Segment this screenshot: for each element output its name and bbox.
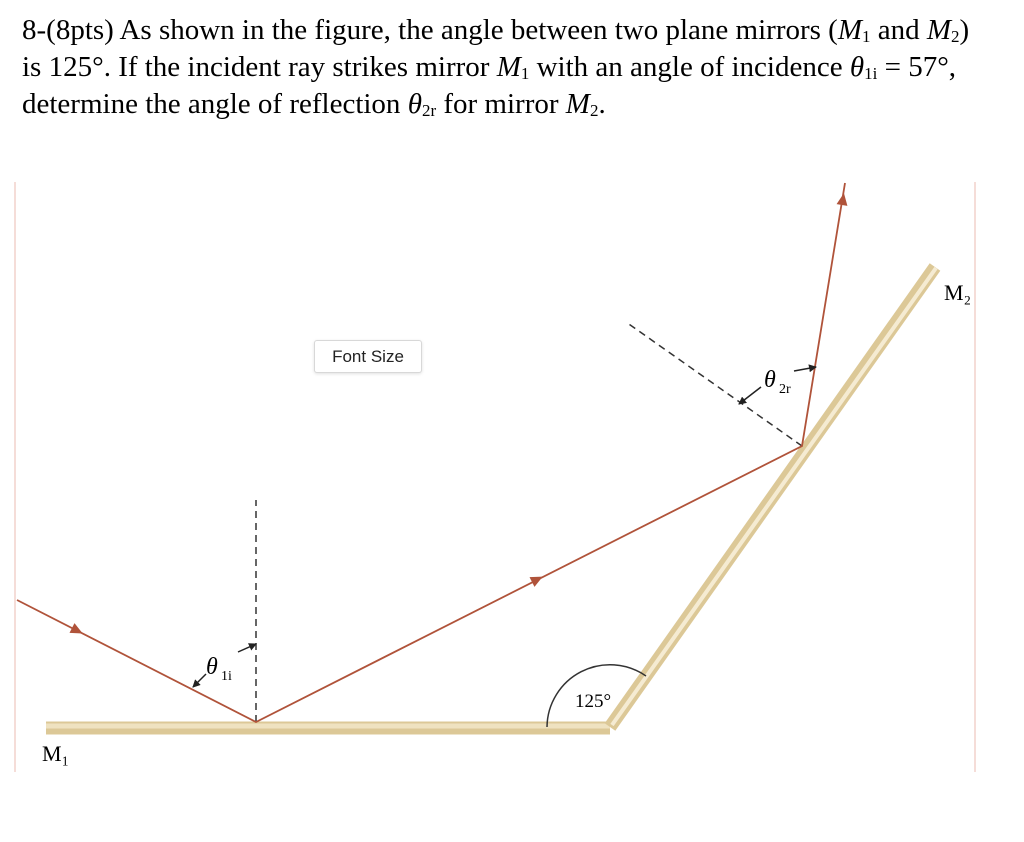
theta-1i-label: θ [206, 654, 218, 680]
theta-1i-subscript: 1i [221, 669, 232, 684]
font-size-label: Font Size [332, 346, 404, 366]
theta-1i-arrow-left [193, 674, 206, 687]
question-number: 8 [22, 14, 37, 46]
question-part4: = 57°, determine the angle of reflection [22, 51, 957, 120]
question-end: . [598, 88, 606, 120]
question-and: and [870, 14, 927, 46]
theta-2r-subscript: 2r [779, 382, 791, 397]
light-ray [17, 183, 845, 722]
subscript: 2 [951, 27, 960, 46]
theta-symbol: θ [849, 51, 865, 83]
mirror-symbol: M [926, 14, 952, 46]
subscript: 2 [589, 101, 599, 120]
question-part1: As shown in the figure, the angle between two plane mirrors ( [119, 14, 838, 46]
subscript: 1 [862, 27, 871, 46]
ray-arrowhead [70, 623, 86, 638]
subscript: 2r [421, 101, 437, 120]
mirror-m2-label: M₂ [944, 280, 972, 305]
theta-1i-arrow-right [238, 644, 256, 652]
mirror-m2-highlight [612, 268, 936, 725]
question-part3: with an angle of incidence [529, 51, 850, 83]
theta-2r-arrow-left [739, 387, 761, 404]
theta-2r-arrow-right [794, 367, 816, 371]
font-size-tooltip-button[interactable] [314, 340, 422, 373]
theta-symbol: θ [407, 88, 422, 120]
mirror-symbol: M [565, 88, 590, 120]
mirror-symbol: M [496, 51, 521, 83]
mirror-symbol: M [837, 14, 862, 46]
subscript: 1i [864, 64, 878, 83]
question-part2: ) is 125°. If the incident ray strikes mirror [22, 14, 970, 83]
question-points: -(8pts) [36, 14, 120, 46]
mirror-m1-label: M₁ [42, 741, 70, 766]
subscript: 1 [520, 64, 530, 83]
mirror-angle-label: 125° [575, 691, 612, 712]
question-part5: for mirror [436, 88, 566, 120]
theta-2r-label: θ [764, 367, 776, 393]
ray-arrowhead [530, 572, 546, 587]
